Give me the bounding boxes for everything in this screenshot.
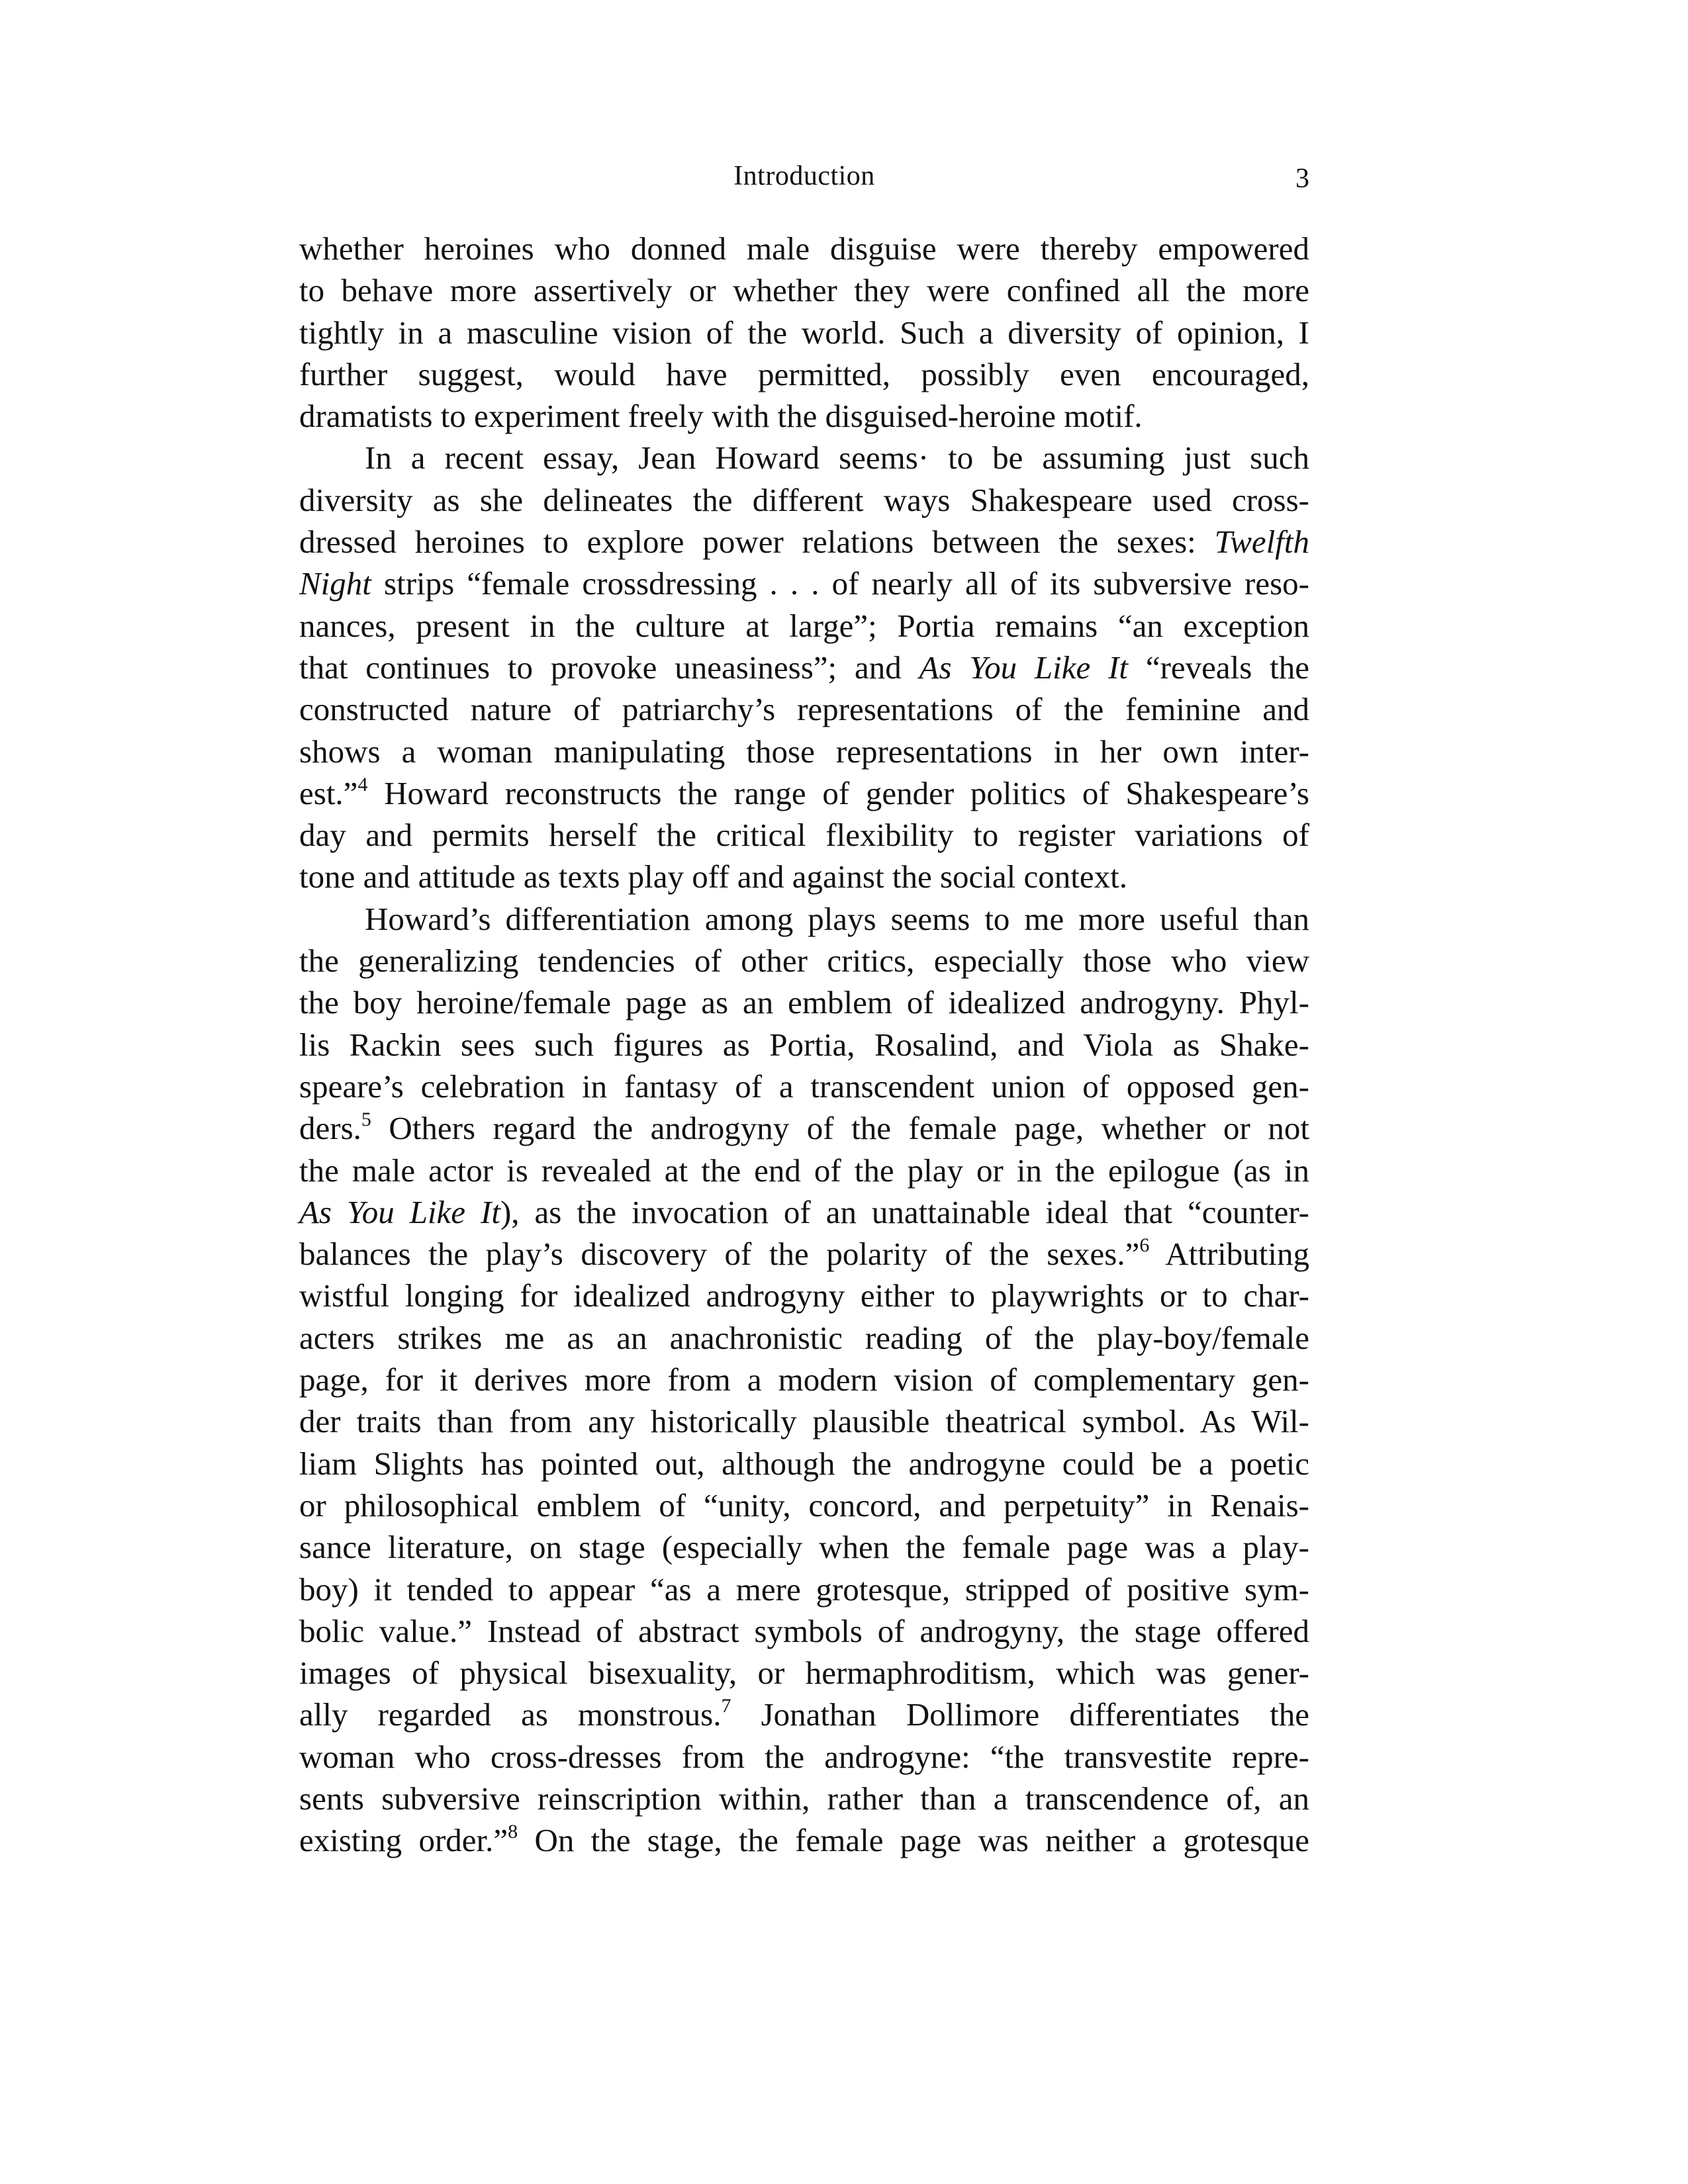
text-line bbox=[299, 1778, 1309, 1819]
text-line bbox=[299, 1819, 1309, 1861]
text-line bbox=[299, 1484, 1309, 1526]
text-run: the generalizing tendencies of other critics, especially those who view bbox=[299, 942, 1309, 979]
page-number: 3 bbox=[1295, 163, 1309, 194]
footnote-ref: 6 bbox=[1139, 1234, 1150, 1257]
text-run: images of physical bisexuality, or hermaphroditism, which was gener- bbox=[299, 1655, 1309, 1692]
text-run: nances, present in the culture at large”; Portia remains “an exception bbox=[299, 607, 1309, 644]
footnote-ref: 7 bbox=[721, 1695, 731, 1717]
text-run: day and permits herself the critical flexibility to register variations of bbox=[299, 817, 1309, 854]
text-run: or philosophical emblem of “unity, concord, and perpetuity” in Renais- bbox=[299, 1486, 1309, 1524]
text-line bbox=[299, 1317, 1309, 1359]
text-line bbox=[299, 479, 1309, 521]
text-run: diversity as she delineates the different ways Shakespeare used cross- bbox=[299, 481, 1309, 518]
text-run: further suggest, would have permitted, possibly even encouraged, bbox=[299, 355, 1309, 392]
text-run: dressed heroines to explore power relations between the sexes: bbox=[299, 523, 1215, 561]
text-run: wistful longing for idealized androgyny either to playwrights or to char- bbox=[299, 1277, 1309, 1314]
text-run: lis Rackin sees such figures as Portia, Rosalind, and Viola as Shake- bbox=[299, 1026, 1309, 1063]
text-run: ), as the invocation of an unattainable ideal that “counter- bbox=[500, 1193, 1309, 1230]
text-run: tone and attitude as texts play off and against the social context. bbox=[299, 858, 1127, 895]
text-run: ders. bbox=[299, 1110, 361, 1147]
text-line bbox=[299, 981, 1309, 1023]
text-line bbox=[299, 312, 1309, 353]
text-line bbox=[299, 1191, 1309, 1233]
running-title: Introduction bbox=[733, 161, 875, 191]
text-run: existing order.” bbox=[299, 1822, 508, 1859]
text-line bbox=[299, 898, 1309, 940]
text-line bbox=[299, 1694, 1309, 1735]
footnote-ref: 5 bbox=[361, 1109, 371, 1131]
footnote-ref: 8 bbox=[508, 1821, 518, 1843]
text-line bbox=[299, 1359, 1309, 1400]
text-line bbox=[299, 1275, 1309, 1316]
text-run: woman who cross-dresses from the androgyne: “the transvestite repre- bbox=[299, 1738, 1309, 1775]
italic-title: As You Like It bbox=[299, 1193, 500, 1230]
text-line bbox=[299, 772, 1309, 814]
text-run: strips “female crossdressing . . . of nearly all of its subversive reso- bbox=[371, 565, 1309, 602]
text-line bbox=[299, 1652, 1309, 1694]
paragraph bbox=[299, 228, 1309, 437]
text-line bbox=[299, 731, 1309, 772]
italic-title: As You Like It bbox=[919, 649, 1129, 686]
text-line bbox=[299, 1526, 1309, 1568]
footnote-ref: 4 bbox=[357, 773, 368, 796]
text-run: whether heroines who donned male disguise were thereby empowered bbox=[299, 230, 1309, 267]
text-run: page, for it derives more from a modern vision of complementary gen- bbox=[299, 1361, 1309, 1398]
text-line bbox=[299, 563, 1309, 604]
text-run: Others regard the androgyny of the female page, whether or not bbox=[371, 1110, 1309, 1147]
text-line bbox=[299, 1233, 1309, 1275]
text-line bbox=[299, 1150, 1309, 1191]
text-run: liam Slights has pointed out, although the androgyne could be a poetic bbox=[299, 1445, 1309, 1482]
text-line bbox=[299, 1610, 1309, 1652]
text-line bbox=[299, 269, 1309, 311]
text-line bbox=[299, 353, 1309, 395]
text-run: dramatists to experiment freely with the disguised-heroine motif. bbox=[299, 398, 1143, 435]
text-run: sents subversive reinscription within, rather than a transcendence of, an bbox=[299, 1780, 1309, 1817]
text-line bbox=[299, 814, 1309, 856]
text-line bbox=[299, 521, 1309, 563]
text-line bbox=[299, 1066, 1309, 1107]
text-run: constructed nature of patriarchy’s representations of the feminine and bbox=[299, 691, 1309, 728]
text-run: In a recent essay, Jean Howard seems· to be assuming just such bbox=[365, 439, 1309, 477]
text-run: Howard reconstructs the range of gender politics of Shakespeare’s bbox=[367, 774, 1309, 811]
text-line bbox=[299, 647, 1309, 688]
text-run: balances the play’s discovery of the polarity of the sexes.” bbox=[299, 1236, 1140, 1273]
text-line bbox=[299, 1400, 1309, 1442]
text-line bbox=[299, 940, 1309, 981]
text-line bbox=[299, 437, 1309, 478]
text-run: speare’s celebration in fantasy of a transcendent union of opposed gen- bbox=[299, 1068, 1309, 1105]
paragraph bbox=[299, 437, 1309, 897]
text-line bbox=[299, 856, 1309, 897]
text-run: Attributing bbox=[1149, 1236, 1309, 1273]
text-line bbox=[299, 605, 1309, 647]
text-line bbox=[299, 1443, 1309, 1484]
text-run: shows a woman manipulating those representations in her own inter- bbox=[299, 733, 1309, 770]
text-line bbox=[299, 688, 1309, 730]
text-run: tightly in a masculine vision of the world. Such a diversity of opinion, I bbox=[299, 314, 1309, 351]
text-run: On the stage, the female page was neither a grotesque bbox=[518, 1822, 1309, 1859]
text-line bbox=[299, 1024, 1309, 1066]
text-run: the male actor is revealed at the end of the play or in the epilogue (as in bbox=[299, 1152, 1309, 1189]
text-run: that continues to provoke uneasiness”; and bbox=[299, 649, 919, 686]
paragraph bbox=[299, 898, 1309, 1862]
text-line bbox=[299, 1107, 1309, 1149]
text-run: der traits than from any historically plausible theatrical symbol. As Wil- bbox=[299, 1403, 1309, 1440]
text-line bbox=[299, 1736, 1309, 1778]
text-run: “reveals the bbox=[1128, 649, 1309, 686]
text-run: bolic value.” Instead of abstract symbols of androgyny, the stage offered bbox=[299, 1612, 1309, 1649]
text-run: Howard’s differentiation among plays seems to me more useful than bbox=[365, 900, 1309, 937]
text-run: est.” bbox=[299, 774, 358, 811]
body-text bbox=[299, 228, 1309, 1862]
text-line bbox=[299, 228, 1309, 269]
text-run: sance literature, on stage (especially when the female page was a play- bbox=[299, 1529, 1309, 1566]
text-run: to behave more assertively or whether they were confined all the more bbox=[299, 272, 1309, 309]
text-run: the boy heroine/female page as an emblem of idealized androgyny. Phyl- bbox=[299, 984, 1309, 1021]
text-line bbox=[299, 395, 1309, 437]
running-header bbox=[299, 156, 1309, 196]
text-line bbox=[299, 1569, 1309, 1610]
text-run: ally regarded as monstrous. bbox=[299, 1696, 722, 1733]
text-run: Jonathan Dollimore differentiates the bbox=[731, 1696, 1309, 1733]
text-run: boy) it tended to appear “as a mere grotesque, stripped of positive sym- bbox=[299, 1570, 1309, 1608]
italic-title: Night bbox=[299, 565, 371, 602]
text-run: acters strikes me as an anachronistic reading of the play-boy/female bbox=[299, 1319, 1309, 1356]
italic-title: Twelfth bbox=[1214, 523, 1309, 561]
